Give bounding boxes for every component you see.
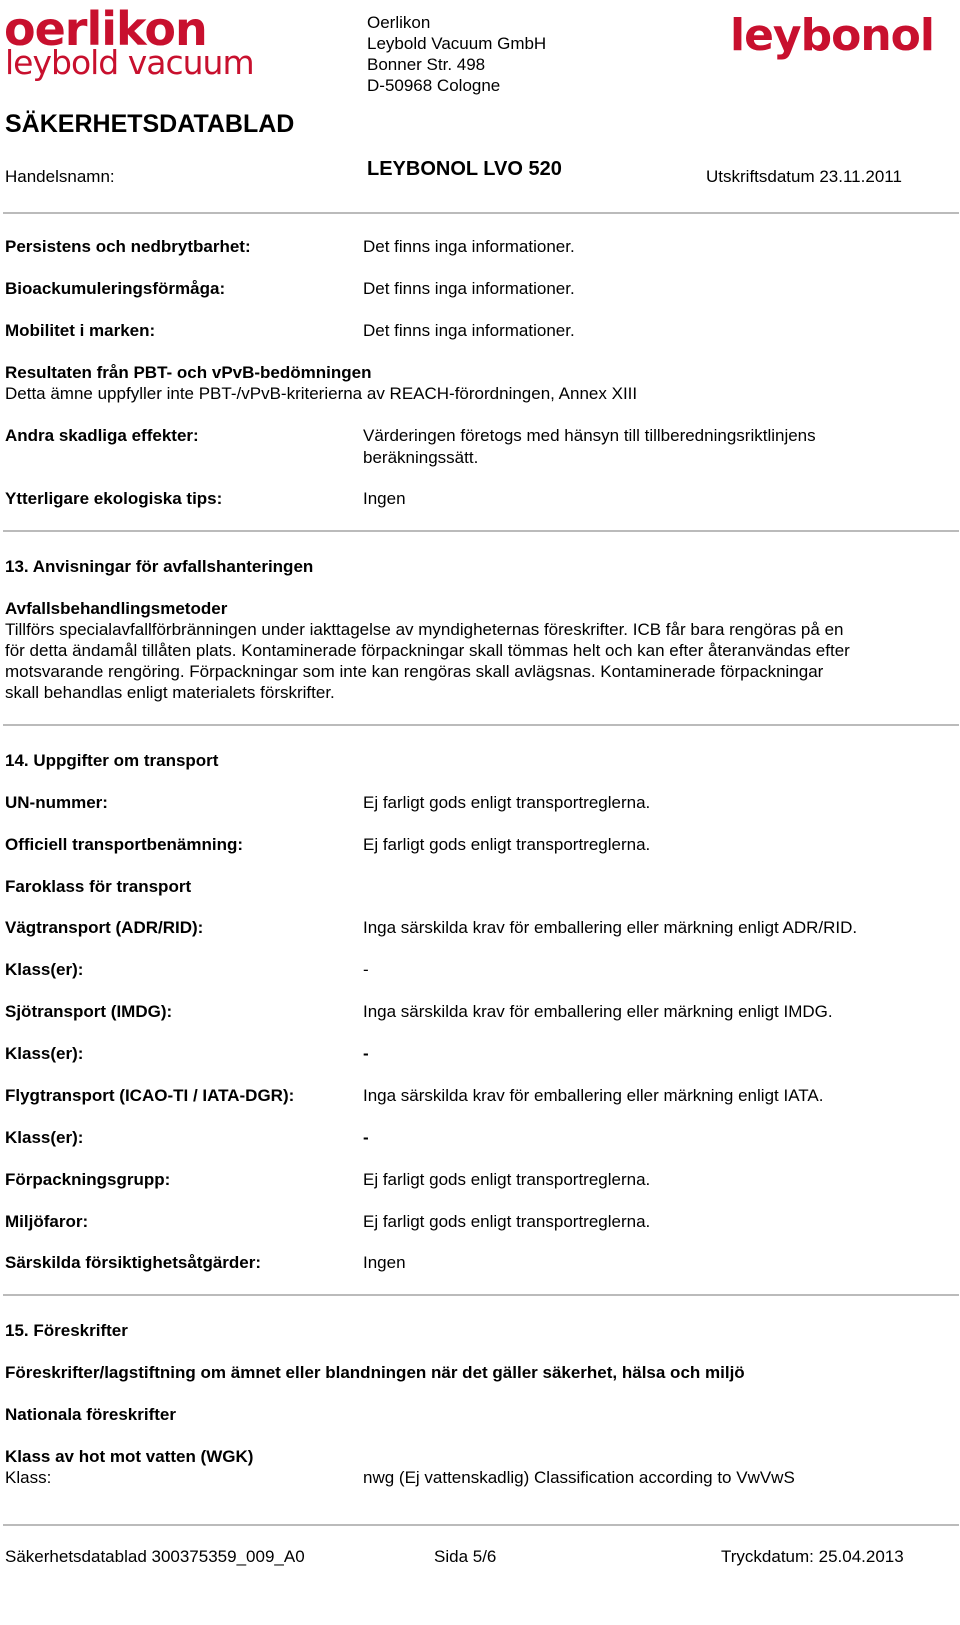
oerlikon-logo: oerlikon [4, 2, 207, 56]
section-14-heading: 14. Uppgifter om transport [5, 751, 219, 770]
wgk-heading: Klass av hot mot vatten (WGK) [5, 1447, 254, 1466]
divider [3, 1294, 959, 1296]
footer-page-number: Sida 5/6 [434, 1547, 497, 1566]
document-title: SÄKERHETSDATABLAD [5, 110, 295, 138]
eco-tips-value: Ingen [363, 489, 406, 508]
pbt-text: Detta ämne uppfyller inte PBT-/vPvB-kriterierna av REACH-förordningen, Annex XIII [5, 384, 638, 403]
packing-group-label: Förpackningsgrupp: [5, 1170, 171, 1189]
mobility-label: Mobilitet i marken: [5, 321, 156, 340]
trade-name-label: Handelsnamn: [5, 167, 115, 186]
divider [3, 530, 959, 532]
divider [3, 212, 959, 214]
footer-doc-id: Säkerhetsdatablad 300375359_009_A0 [5, 1547, 305, 1566]
road-class-value: - [363, 960, 369, 979]
environmental-hazards-label: Miljöfaror: [5, 1212, 89, 1231]
environmental-hazards-value: Ej farligt gods enligt transportreglerna. [363, 1212, 651, 1231]
sea-class-value: - [363, 1044, 369, 1063]
persistence-value: Det finns inga informationer. [363, 237, 575, 256]
other-effects-value-line1: Värderingen företogs med hänsyn till tillberedningsriktlinjens [363, 426, 816, 445]
mobility-value: Det finns inga informationer. [363, 321, 575, 340]
transport-name-label: Officiell transportbenämning: [5, 835, 244, 854]
divider [3, 724, 959, 726]
air-class-label: Klass(er): [5, 1128, 84, 1147]
leybonol-logo: leybonol [730, 10, 934, 61]
eco-tips-label: Ytterligare ekologiska tips: [5, 489, 223, 508]
wgk-class-label: Klass: [5, 1468, 52, 1487]
precautions-value: Ingen [363, 1253, 406, 1272]
waste-text-line: för detta ändamål tillåten plats. Kontaminerade förpackningar skall tömmas helt och kan efter återanvändas efter [5, 641, 850, 660]
un-number-label: UN-nummer: [5, 793, 108, 812]
road-class-label: Klass(er): [5, 960, 84, 979]
print-date: Utskriftsdatum 23.11.2011 [706, 167, 902, 186]
address-line: Bonner Str. 498 [367, 55, 486, 74]
other-effects-label: Andra skadliga effekter: [5, 426, 199, 445]
precautions-label: Särskilda försiktighetsåtgärder: [5, 1253, 262, 1272]
bioaccumulation-value: Det finns inga informationer. [363, 279, 575, 298]
bioaccumulation-label: Bioackumuleringsförmåga: [5, 279, 226, 298]
product-name: LEYBONOL LVO 520 [367, 158, 562, 180]
air-transport-label: Flygtransport (ICAO-TI / IATA-DGR): [5, 1086, 295, 1105]
section-13-heading: 13. Anvisningar för avfallshanteringen [5, 557, 314, 576]
road-transport-label: Vägtransport (ADR/RID): [5, 918, 204, 937]
other-effects-value-line2: beräkningssätt. [363, 448, 479, 467]
regulations-subheading: Föreskrifter/lagstiftning om ämnet eller blandningen när det gäller säkerhet, hälsa och miljö [5, 1363, 745, 1382]
road-transport-value: Inga särskilda krav för emballering eller märkning enligt ADR/RID. [363, 918, 858, 937]
wgk-class-value: nwg (Ej vattenskadlig) Classification according to VwVwS [363, 1468, 795, 1487]
hazard-class-heading: Faroklass för transport [5, 877, 192, 896]
persistence-label: Persistens och nedbrytbarhet: [5, 237, 251, 256]
address-line: Leybold Vacuum GmbH [367, 34, 547, 53]
waste-text-line: motsvarande rengöring. Förpackningar som inte kan rengöras skall avlägsnas. Kontaminerade förpackningar [5, 662, 824, 681]
national-regulations-heading: Nationala föreskrifter [5, 1405, 176, 1424]
pbt-heading: Resultaten från PBT- och vPvB-bedömningen [5, 363, 372, 382]
address-line: Oerlikon [367, 13, 431, 32]
waste-text-line: skall behandlas enligt materialets förskrifter. [5, 683, 335, 702]
waste-methods-heading: Avfallsbehandlingsmetoder [5, 599, 228, 618]
address-line: D-50968 Cologne [367, 76, 501, 95]
section-15-heading: 15. Föreskrifter [5, 1321, 128, 1340]
un-number-value: Ej farligt gods enligt transportreglerna. [363, 793, 651, 812]
waste-text-line: Tillförs specialavfallförbränningen under iakttagelse av myndigheternas föreskrifter. ICB får bara rengöras på en [5, 620, 844, 639]
sea-transport-value: Inga särskilda krav för emballering eller märkning enligt IMDG. [363, 1002, 833, 1021]
footer-print-date: Tryckdatum: 25.04.2013 [721, 1547, 904, 1566]
sea-transport-label: Sjötransport (IMDG): [5, 1002, 173, 1021]
leybold-vacuum-logo: leybold vacuum [5, 43, 254, 82]
packing-group-value: Ej farligt gods enligt transportreglerna. [363, 1170, 651, 1189]
sea-class-label: Klass(er): [5, 1044, 84, 1063]
air-transport-value: Inga särskilda krav för emballering eller märkning enligt IATA. [363, 1086, 824, 1105]
company-address [367, 12, 546, 96]
air-class-value: - [363, 1128, 369, 1147]
footer-divider [3, 1524, 959, 1526]
transport-name-value: Ej farligt gods enligt transportreglerna. [363, 835, 651, 854]
